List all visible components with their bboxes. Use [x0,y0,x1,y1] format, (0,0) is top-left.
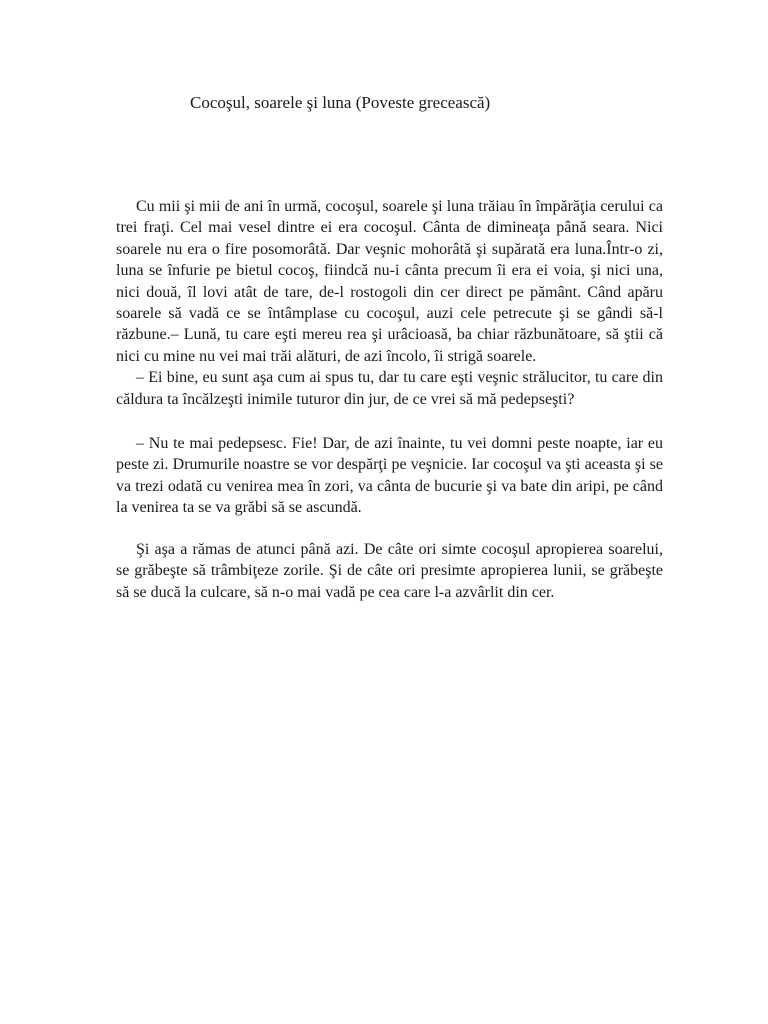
story-paragraph-3: – Nu te mai pedepsesc. Fie! Dar, de azi înainte, tu vei domni peste noapte, iar eu peste zi. Drumurile noastre se vor despărţi pe veşnicie. Iar cocoşul va şti aceasta şi se va trezi odată cu venirea mea în zori, va cânta de bucurie şi va bate din aripi, pe când la venirea ta se va grăbi să se ascundă. [116,435,663,517]
story-paragraph-1: Cu mii şi mii de ani în urmă, cocoşul, soarele şi luna trăiau în împărăţia cerului ca trei fraţi. Cel mai vesel dintre ei era cocoşul. Cânta de dimineaţa până seara. Nici soarele nu era o fire posomorâtă. Dar veşnic mohorâtă şi supărată era luna.Într-o zi, luna se înfurie pe bietul cocoş, fiindcă nu-i cânta precum îi era ei voia, şi nici una, nici două, îl lovi atât de tare, de-l rostogoli din cer direct pe pământ. Când apăru soarele să vadă ce se întâmplase cu cocoşul, auzi cele petrecute şi se gândi să-l răzbune.– Lună, tu care eşti mereu rea şi urâcioasă, ba chiar răzbunătoare, să ştii că nici cu mine nu vei mai trăi alături, de azi încolo, îi strigă soarele. [116,198,663,365]
story-body [116,196,663,603]
story-paragraph-4: Şi aşa a rămas de atunci până azi. De câte ori simte cocoşul apropierea soarelui, se grăbeşte să trâmbiţeze zorile. Şi de câte ori presimte apropierea lunii, se grăbeşte să se ducă la culcare, să n-o mai vadă pe cea care l-a azvârlit din cer. [116,540,663,601]
story-title: Cocoşul, soarele şi luna (Poveste grecească) [190,93,491,112]
story-paragraph-2: – Ei bine, eu sunt aşa cum ai spus tu, dar tu care eşti veşnic strălucitor, tu care din căldura ta încălzeşti inimile tuturor din jur, de ce vrei să mă pedepseşti? [116,369,663,408]
